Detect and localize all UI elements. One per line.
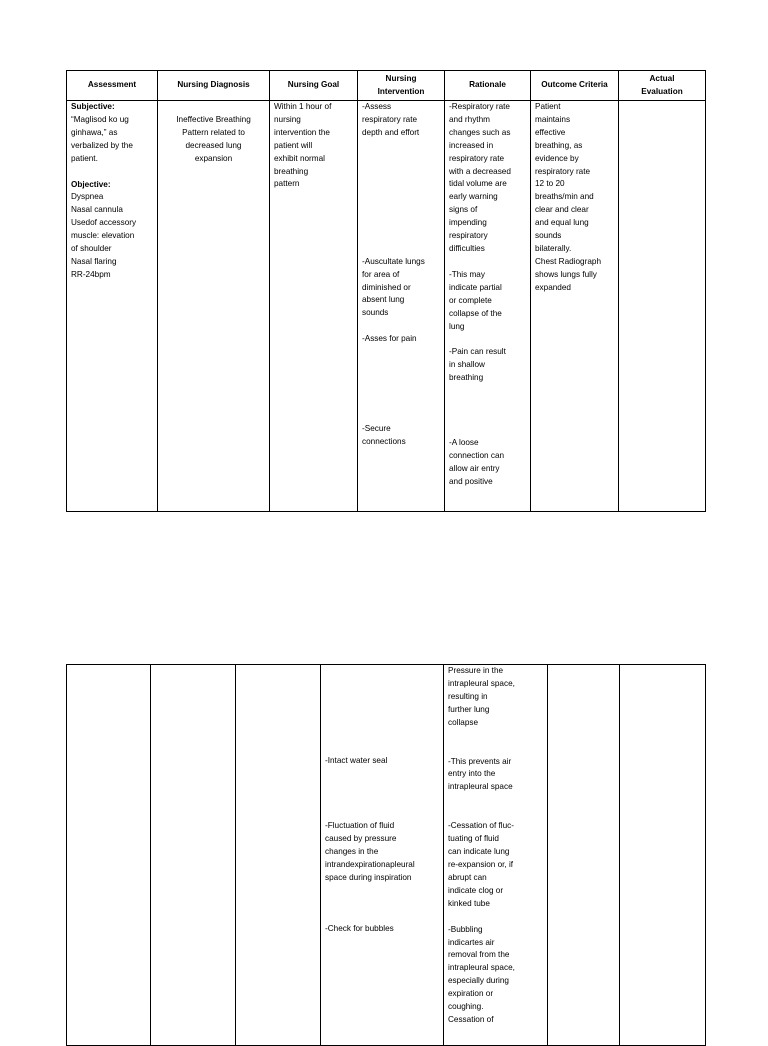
rationale-pressure: Pressure in the intrapleural space, resulting in further lung collapse — [448, 666, 515, 727]
outcome-text: Patient maintains effective breathing, as evidence by respiratory rate 12 to 20 breaths/min and clear and clear and equal lung sounds bilaterally. Chest Radiograph shows lungs fully expanded — [535, 102, 601, 292]
intervention-fluctuation: -Fluctuation of fluid caused by pressure changes in the intrandexpirationapleural space during inspiration — [325, 820, 415, 882]
table-row — [67, 101, 706, 512]
rationale-cell-cont — [444, 665, 548, 1046]
diagnosis-cell — [158, 101, 270, 512]
intervention-check-bubbles: -Check for bubbles — [325, 924, 394, 934]
rationale-loose-connection: -A loose connection can allow air entry and positive — [449, 438, 505, 486]
header-actual-evaluation: Actual Evaluation — [619, 71, 706, 101]
header-assessment: Assessment — [67, 71, 158, 101]
rationale-cessation-fluctuating: -Cessation of fluc- tuating of fluid can indicate lung re-expansion or, if abrupt can indicate clog or kinked tube — [448, 821, 514, 908]
outcome-cell — [531, 101, 619, 512]
diagnosis-cell-cont — [151, 665, 236, 1046]
objective-label: Objective: — [71, 179, 111, 189]
subjective-label: Subjective: — [71, 102, 115, 111]
rationale-collapse: -This may indicate partial or complete collapse of the lung — [449, 269, 502, 331]
intervention-secure-connections: -Secure connections — [362, 424, 406, 447]
rationale-cell — [445, 101, 531, 512]
intervention-auscultate: -Auscultate lungs for area of diminished or absent lung sounds — [362, 256, 425, 318]
rationale-pain: -Pain can result in shallow breathing — [449, 347, 506, 383]
header-nursing-intervention: Nursing Intervention — [358, 71, 445, 101]
rationale-bubbling: -Bubbling indicartes air removal from the intrapleural space, especially during expiration or coughing. Cessation of — [448, 924, 515, 1024]
header-outcome-criteria: Outcome Criteria — [531, 71, 619, 101]
rationale-respiratory: -Respiratory rate and rhythm changes such as increased in respiratory rate with a decreased tidal volume are early warning signs of impending respiratory difficulties — [449, 102, 511, 253]
table-header-row — [67, 71, 706, 101]
rationale-prevents-air: -This prevents air entry into the intrapleural space — [448, 756, 513, 792]
diagnosis-text: Ineffective Breathing Pattern related to decreased lung expansion — [176, 115, 251, 163]
evaluation-cell — [619, 101, 706, 512]
header-nursing-diagnosis: Nursing Diagnosis — [158, 71, 270, 101]
intervention-assess-rate: -Assess respiratory rate depth and effort — [362, 102, 420, 137]
outcome-cell-cont — [548, 665, 620, 1046]
evaluation-cell-cont — [620, 665, 706, 1046]
intervention-cell — [358, 101, 445, 512]
intervention-cell-cont — [321, 665, 444, 1046]
assessment-cell-cont — [67, 665, 151, 1046]
goal-cell — [270, 101, 358, 512]
header-rationale: Rationale — [445, 71, 531, 101]
goal-cell-cont — [236, 665, 321, 1046]
header-nursing-goal: Nursing Goal — [270, 71, 358, 101]
assessment-cell — [67, 101, 158, 512]
nursing-care-plan-table — [66, 70, 706, 512]
goal-text: Within 1 hour of nursing intervention the patient will exhibit normal breathing pattern — [274, 102, 332, 189]
subjective-text: “Maglisod ko ug ginhawa,” as verbalized by the patient. — [71, 114, 133, 163]
table-row — [67, 665, 706, 1046]
intervention-water-seal: -Intact water seal — [325, 756, 388, 765]
nursing-care-plan-continuation-table — [66, 664, 706, 1046]
intervention-pain: -Asses for pain — [362, 334, 417, 344]
objective-text: Dyspnea Nasal cannula Usedof accessory muscle: elevation of shoulder Nasal flaring RR-24bpm — [71, 192, 137, 279]
